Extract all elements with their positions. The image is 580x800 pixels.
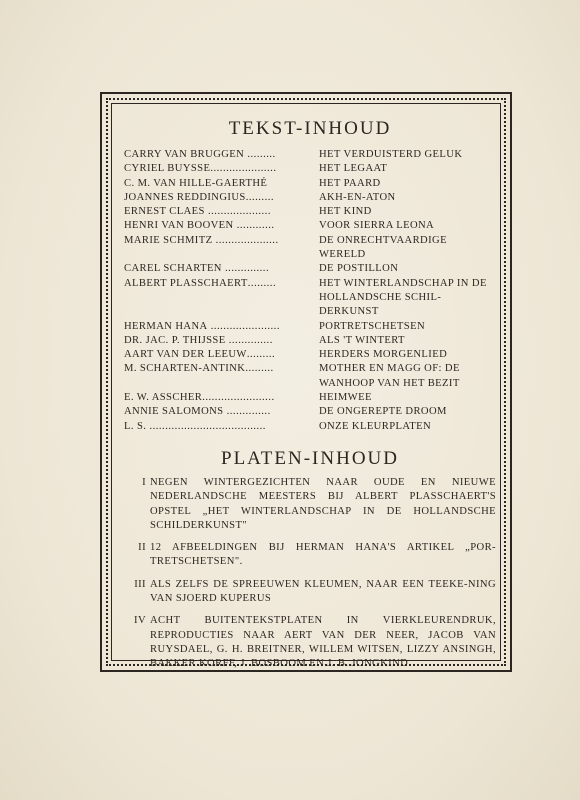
toc-author bbox=[124, 262, 315, 276]
toc-author bbox=[124, 420, 315, 434]
plate-description: NEGEN WINTERGEZICHTEN NAAR OUDE EN NIEUWE NEDERLANDSCHE MEESTERS BIJ ALBERT PLASSCHAERT'S OPSTEL „HET WINTERLANDSCHAP IN DE HOLLANDSCHE SCHILDERKUNST" bbox=[150, 476, 496, 531]
tekst-list bbox=[124, 148, 496, 434]
toc-leader-dots: ......... bbox=[247, 277, 277, 289]
toc-title: AKH-EN-ATON bbox=[319, 191, 396, 203]
toc-author bbox=[124, 334, 315, 348]
toc-title: DE ONRECHTVAARDIGE WERELD bbox=[319, 234, 447, 261]
toc-author-name: JOANNES REDDINGIUS bbox=[124, 191, 246, 203]
plate-entry bbox=[124, 614, 496, 671]
toc-leader-dots: ......... bbox=[245, 363, 274, 375]
toc-title: VOOR SIERRA LEONA bbox=[319, 220, 435, 232]
toc-author bbox=[124, 391, 315, 405]
toc-leader-dots: ......... bbox=[244, 149, 276, 160]
toc-author-name: AART VAN DER LEEUW bbox=[124, 349, 247, 361]
toc-leader-dots: .................... bbox=[212, 234, 279, 246]
toc-entry bbox=[124, 391, 496, 405]
tekst-heading: TEKST-INHOUD bbox=[228, 118, 392, 139]
toc-author-name: CAREL SCHARTEN bbox=[124, 263, 222, 275]
toc-entry bbox=[124, 362, 496, 391]
toc-entry bbox=[124, 234, 496, 263]
toc-leader-dots: ......... bbox=[245, 191, 275, 203]
toc-title: HET WINTERLANDSCHAP IN DE HOLLANDSCHE SCHIL-DERKUNST bbox=[319, 277, 487, 318]
toc-title: HERDERS MORGENLIED bbox=[319, 349, 448, 361]
toc-author-name: CARRY VAN BRUGGEN bbox=[124, 149, 245, 160]
toc-author bbox=[124, 405, 315, 419]
toc-title: HET LEGAAT bbox=[319, 163, 388, 175]
toc-entry bbox=[124, 148, 496, 162]
toc-author bbox=[124, 219, 315, 233]
toc-leader-dots: ............ bbox=[233, 220, 275, 232]
toc-author-name: ALBERT PLASSCHAERT bbox=[124, 277, 248, 289]
toc-leader-dots: ...................... bbox=[207, 320, 280, 332]
toc-author bbox=[124, 320, 315, 334]
toc-entry bbox=[124, 320, 496, 334]
toc-title: HEIMWEE bbox=[319, 392, 372, 404]
platen-list bbox=[124, 476, 496, 672]
toc-author-name: M. SCHARTEN-ANTINK bbox=[124, 363, 246, 375]
toc-title: ONZE KLEURPLATEN bbox=[319, 420, 432, 432]
toc-entry bbox=[124, 191, 496, 205]
toc-entry bbox=[124, 277, 496, 320]
toc-title: HET KIND bbox=[319, 206, 372, 218]
toc-author bbox=[124, 191, 315, 205]
toc-entry bbox=[124, 177, 496, 191]
toc-leader-dots: ......... bbox=[246, 349, 276, 361]
toc-title: ALS 'T WINTERT bbox=[319, 334, 405, 346]
toc-leader-dots: ....................... bbox=[202, 392, 275, 404]
toc-title: HET PAARD bbox=[319, 177, 381, 189]
plate-description: ALS ZELFS DE SPREEUWEN KLEUMEN, NAAR EEN TEEKE-NING VAN SJOERD KUPERUS bbox=[150, 578, 496, 605]
toc-title: DE ONGEREPTE DROOM bbox=[319, 406, 447, 418]
plate-entry bbox=[124, 476, 496, 533]
toc-author-name: CYRIEL BUYSSE bbox=[124, 163, 211, 175]
toc-entry bbox=[124, 348, 496, 362]
toc-title: HET VERDUISTERD GELUK bbox=[319, 149, 463, 160]
toc-author-name: MARIE SCHMITZ bbox=[124, 234, 213, 246]
toc-leader-dots: .................... bbox=[204, 206, 271, 218]
toc-leader-dots: ..................... bbox=[210, 163, 277, 175]
toc-leader-dots: ..................................... bbox=[146, 420, 266, 432]
toc-author bbox=[124, 277, 315, 320]
toc-author bbox=[124, 362, 315, 391]
toc-author bbox=[124, 177, 315, 191]
toc-entry bbox=[124, 205, 496, 219]
toc-leader-dots: .............. bbox=[223, 406, 271, 418]
toc-author bbox=[124, 348, 315, 362]
toc-entry bbox=[124, 219, 496, 233]
toc-title: PORTRETSCHETSEN bbox=[319, 320, 426, 332]
toc-author-name: HENRI VAN BOOVEN bbox=[124, 220, 234, 232]
plate-description: 12 AFBEELDINGEN BIJ HERMAN HANA'S ARTIKEL „POR-TRETSCHETSEN". bbox=[150, 542, 496, 568]
toc-entry bbox=[124, 334, 496, 348]
plate-number: IV bbox=[134, 615, 146, 627]
plate-description: ACHT BUITENTEKSTPLATEN IN VIERKLEURENDRUK, REPRODUCTIES NAAR AERT VAN DER NEER, JACOB VAN RUYSDAEL, G. H. BREITNER, WILLEM WITSEN, LIZZY ANSINGH, BAKKER KORFF, J. BOSBOOM EN J. B. JONGKIND bbox=[150, 615, 496, 670]
toc-author-name: L. S. bbox=[124, 420, 147, 432]
plate-number: I bbox=[142, 476, 146, 488]
toc-author bbox=[124, 148, 315, 162]
toc-entry bbox=[124, 405, 496, 419]
toc-leader-dots: .............. bbox=[225, 334, 273, 346]
toc-author-name: DR. JAC. P. THIJSSE bbox=[124, 334, 226, 346]
toc-author-name: ANNIE SALOMONS bbox=[124, 406, 224, 418]
platen-heading: PLATEN-INHOUD bbox=[221, 447, 399, 469]
toc-title: DE POSTILLON bbox=[319, 263, 399, 275]
toc-entry bbox=[124, 420, 496, 434]
toc-author-name: HERMAN HANA bbox=[124, 320, 208, 332]
toc-entry bbox=[124, 162, 496, 176]
plate-number: II bbox=[138, 542, 146, 554]
contents-block bbox=[124, 118, 496, 680]
toc-author bbox=[124, 205, 315, 219]
plate-entry bbox=[124, 578, 496, 607]
toc-author bbox=[124, 162, 315, 176]
toc-entry bbox=[124, 262, 496, 276]
toc-author-name: ERNEST CLAES bbox=[124, 206, 205, 218]
toc-title: MOTHER EN MAGG OF: DE WANHOOP VAN HET BEZIT bbox=[319, 363, 460, 389]
plate-entry bbox=[124, 541, 496, 570]
plate-number: III bbox=[134, 578, 146, 590]
toc-author bbox=[124, 234, 315, 263]
toc-author-name: C. M. VAN HILLE-GAERTHÉ bbox=[124, 177, 268, 189]
toc-leader-dots: .............. bbox=[221, 263, 270, 275]
toc-author-name: E. W. ASSCHER bbox=[124, 392, 203, 404]
